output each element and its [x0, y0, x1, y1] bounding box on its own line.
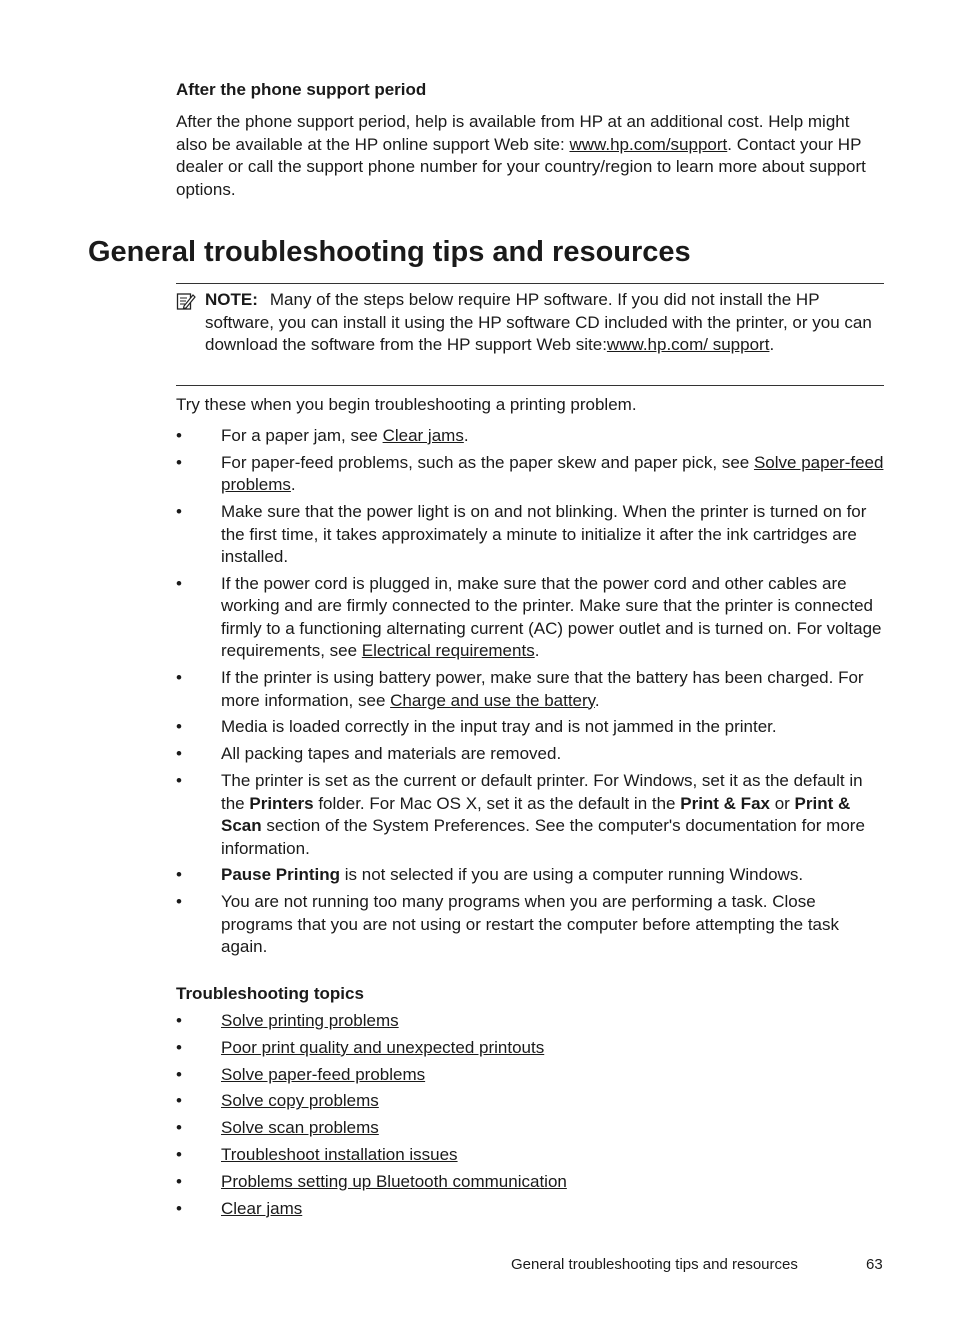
note-bottom-rule — [176, 385, 884, 386]
item-bold: Printers — [249, 793, 314, 813]
list-item — [176, 864, 884, 887]
list-item — [176, 425, 884, 448]
after-period-text: After the phone support period, help is available from HP at an additional cost. Help might also be available at the HP online support Web site: — [176, 112, 850, 154]
section-title: General troubleshooting tips and resources — [88, 236, 691, 268]
note-label: NOTE: — [205, 290, 258, 309]
list-item — [176, 667, 884, 712]
list-item — [176, 501, 884, 569]
after-period-heading: After the phone support period — [176, 80, 427, 99]
topics-list — [176, 1010, 884, 1224]
electrical-requirements-link[interactable]: Electrical requirements — [361, 641, 535, 661]
item-bold: Print & Scan — [221, 793, 851, 836]
clear-jams-link[interactable]: Clear jams — [382, 426, 464, 445]
hp-support-link[interactable]: www.hp.com/support — [569, 134, 728, 154]
page-number: 63 — [866, 1256, 883, 1273]
item-bold: Pause Printing — [221, 865, 341, 885]
item-text: The printer is set as the current or default printer. For Windows, set it as the default in the — [221, 771, 863, 813]
item-text: For a paper jam, see — [221, 426, 383, 445]
charge-battery-link[interactable]: Charge and use the battery — [390, 690, 595, 710]
topic-link[interactable]: Troubleshoot installation issues — [221, 1144, 458, 1164]
note-block — [205, 289, 883, 357]
intro-text: Try these when you begin troubleshooting a printing problem. — [176, 395, 637, 414]
item-text: . — [290, 475, 296, 495]
item-text: If the printer is using battery power, make sure that the battery has been charged. For more information, see — [221, 668, 864, 710]
hp-support-link-note[interactable]: www.hp.com/ support — [606, 335, 770, 354]
topic-item — [176, 1171, 884, 1194]
topic-item — [176, 1064, 884, 1087]
topic-item — [176, 1090, 884, 1113]
topic-item — [176, 1117, 884, 1140]
item-text: If the power cord is plugged in, make sure that the power cord and other cables are working and are firmly connected to the printer. Make sure that the printer is connected firmly to a functioning alternating current (AC) power outlet and is turned on. For voltage requirements, see — [221, 573, 882, 661]
item-text: is not selected if you are using a computer running Windows. — [340, 865, 804, 885]
item-text: Media is loaded correctly in the input tray and is not jammed in the printer. — [221, 717, 777, 737]
item-text: Make sure that the power light is on and not blinking. When the printer is turned on for the first time, it takes approximately a minute to initialize it after the ink cartridges are installed. — [221, 502, 867, 567]
item-text: All packing tapes and materials are removed. — [221, 744, 562, 764]
tips-list — [176, 425, 884, 963]
topic-item — [176, 1198, 884, 1221]
list-item — [176, 716, 884, 739]
topics-heading: Troubleshooting topics — [176, 984, 364, 1003]
topic-link[interactable]: Poor print quality and unexpected printouts — [221, 1037, 545, 1057]
footer-title: General troubleshooting tips and resources — [511, 1256, 798, 1273]
item-text: section of the System Preferences. See the computer's documentation for more information. — [221, 816, 865, 858]
after-period-text-end: . Contact your HP dealer or call the support phone number for your country/region to learn more about support options. — [176, 134, 866, 199]
note-icon — [176, 291, 196, 311]
item-text: folder. For Mac OS X, set it as the default in the — [313, 793, 681, 813]
topic-link[interactable]: Solve scan problems — [221, 1118, 379, 1138]
note-top-rule — [176, 283, 884, 284]
note-end: . — [769, 335, 775, 354]
after-period-paragraph — [176, 111, 876, 201]
topic-link[interactable]: Solve copy problems — [221, 1091, 379, 1111]
topic-link[interactable]: Solve printing problems — [221, 1011, 399, 1030]
item-bold: Print & Fax — [680, 793, 770, 813]
item-text: For paper-feed problems, such as the paper skew and paper pick, see — [221, 452, 754, 472]
topic-link[interactable]: Problems setting up Bluetooth communication — [221, 1171, 567, 1191]
item-text: . — [594, 690, 600, 710]
item-text: . — [534, 641, 540, 661]
topic-link[interactable]: Solve paper-feed problems — [221, 1064, 426, 1084]
topic-item — [176, 1010, 884, 1033]
topic-link[interactable]: Clear jams — [221, 1198, 303, 1218]
solve-paper-feed-link[interactable]: Solve paper-feed problems — [221, 452, 884, 495]
list-item — [176, 743, 884, 766]
topic-item — [176, 1037, 884, 1060]
list-item — [176, 573, 884, 663]
item-text: You are not running too many programs when you are performing a task. Close programs that you are not using or restart the computer before attempting the task again. — [221, 892, 839, 957]
item-text: . — [463, 426, 469, 445]
list-item — [176, 452, 884, 497]
topic-item — [176, 1144, 884, 1167]
list-item — [176, 770, 884, 860]
note-text: Many of the steps below require HP software. If you did not install the HP software, you can install it using the HP software CD included with the printer, or you can download the software from the HP support Web site: — [205, 290, 872, 354]
list-item — [176, 891, 884, 959]
item-text: or — [769, 793, 795, 813]
